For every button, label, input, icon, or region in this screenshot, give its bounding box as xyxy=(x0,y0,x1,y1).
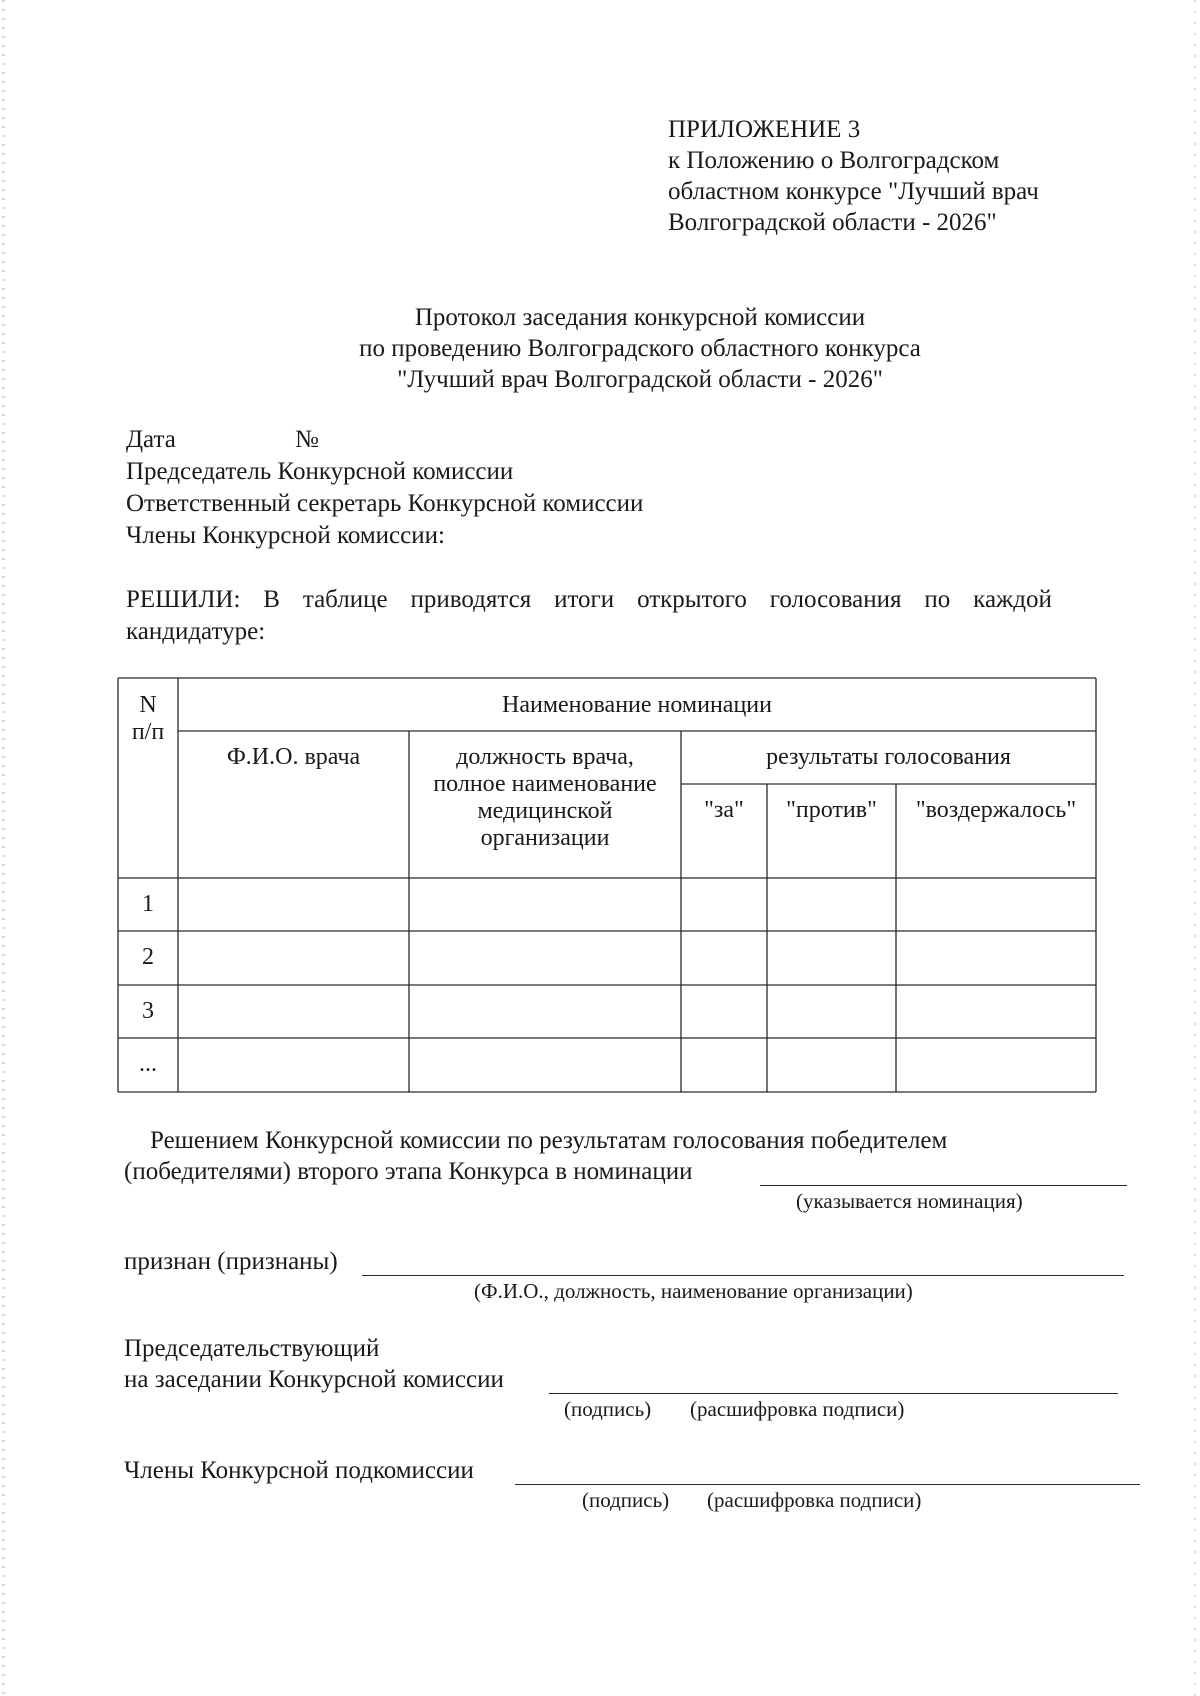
row-number-3: 3 xyxy=(142,998,154,1024)
col-number-line-2: п/п xyxy=(131,719,165,745)
col-number-line-1: N xyxy=(139,692,157,718)
recognized-fill-line[interactable] xyxy=(362,1275,1124,1276)
presiding-signature-hint: (подпись) xyxy=(564,1397,652,1421)
appendix-line-1: ПРИЛОЖЕНИЕ 3 xyxy=(668,116,861,143)
number-label: № xyxy=(295,426,319,453)
members-signature-label: Члены Конкурсной подкомиссии xyxy=(124,1457,474,1484)
members-decode-hint: (расшифровка подписи) xyxy=(707,1488,922,1512)
presiding-signature-line[interactable] xyxy=(549,1393,1118,1394)
chairman-label: Председатель Конкурсной комиссии xyxy=(126,458,514,485)
decision-word: по xyxy=(924,586,951,613)
appendix-block xyxy=(668,114,1039,238)
recognized-label: признан (признаны) xyxy=(124,1248,338,1275)
scan-margin-right xyxy=(1194,0,1196,1696)
decision-word: голосования xyxy=(769,586,902,613)
decision-word: открытого xyxy=(637,586,747,613)
document-title xyxy=(0,302,1200,395)
col-name-header: Ф.И.О. врача xyxy=(226,744,361,770)
resolution-line-2: (победителями) второго этапа Конкурса в номинации xyxy=(124,1158,693,1185)
members-label: Члены Конкурсной комиссии: xyxy=(126,522,445,549)
col-for-header: "за" xyxy=(704,797,744,823)
nomination-hint: (указывается номинация) xyxy=(796,1189,1023,1213)
col-abstained-header: "воздержалось" xyxy=(915,797,1077,823)
decision-word: таблице xyxy=(302,586,388,613)
presiding-decode-hint: (расшифровка подписи) xyxy=(690,1397,905,1421)
appendix-line-3: областном конкурсе "Лучший врач xyxy=(668,178,1039,205)
col-against-header: "против" xyxy=(786,797,877,823)
date-label: Дата xyxy=(126,426,176,453)
presiding-line-1: Председательствующий xyxy=(124,1335,380,1362)
recognized-hint: (Ф.И.О., должность, наименование организации) xyxy=(474,1279,913,1303)
resolution-line-1: Решением Конкурсной комиссии по результатам голосования победителем xyxy=(150,1127,948,1154)
members-signature-line[interactable] xyxy=(515,1484,1140,1485)
decision-word: приводятся xyxy=(410,586,532,613)
decision-word: В xyxy=(263,586,280,613)
decision-word: итоги xyxy=(554,586,615,613)
col-number-header xyxy=(118,692,178,746)
appendix-line-2: к Положению о Волгоградском xyxy=(668,147,1000,174)
secretary-label: Ответственный секретарь Конкурсной комиссии xyxy=(126,490,644,517)
col-position-line-1: должность врача, xyxy=(456,744,634,770)
meeting-meta xyxy=(126,424,643,552)
title-line-2: по проведению Волгоградского областного конкурса xyxy=(359,335,921,362)
col-position-line-3: медицинской xyxy=(477,798,613,824)
title-line-3: "Лучший врач Волгоградской области - 2026" xyxy=(397,366,883,393)
row-number-1: 1 xyxy=(142,891,154,917)
results-header: результаты голосования xyxy=(766,744,1011,770)
decision-paragraph xyxy=(126,584,1052,648)
title-line-1: Протокол заседания конкурсной комиссии xyxy=(414,304,866,331)
nomination-fill-line[interactable] xyxy=(760,1185,1127,1186)
presiding-line-2: на заседании Конкурсной комиссии xyxy=(124,1366,504,1393)
row-number-4: ... xyxy=(139,1051,157,1077)
col-position-header xyxy=(409,744,681,852)
decision-line-2: кандидатуре: xyxy=(126,618,266,645)
row-number-2: 2 xyxy=(142,944,154,970)
members-signature-hint: (подпись) xyxy=(582,1488,670,1512)
scan-margin-left xyxy=(2,0,5,1696)
appendix-line-4: Волгоградской области - 2026" xyxy=(668,209,997,236)
col-position-line-2: полное наименование xyxy=(433,771,657,797)
decision-line-1 xyxy=(126,584,1052,616)
decision-word: каждой xyxy=(973,586,1052,613)
nomination-header: Наименование номинации xyxy=(502,692,772,718)
col-position-line-4: организации xyxy=(480,825,610,851)
decision-word: РЕШИЛИ: xyxy=(126,586,241,613)
